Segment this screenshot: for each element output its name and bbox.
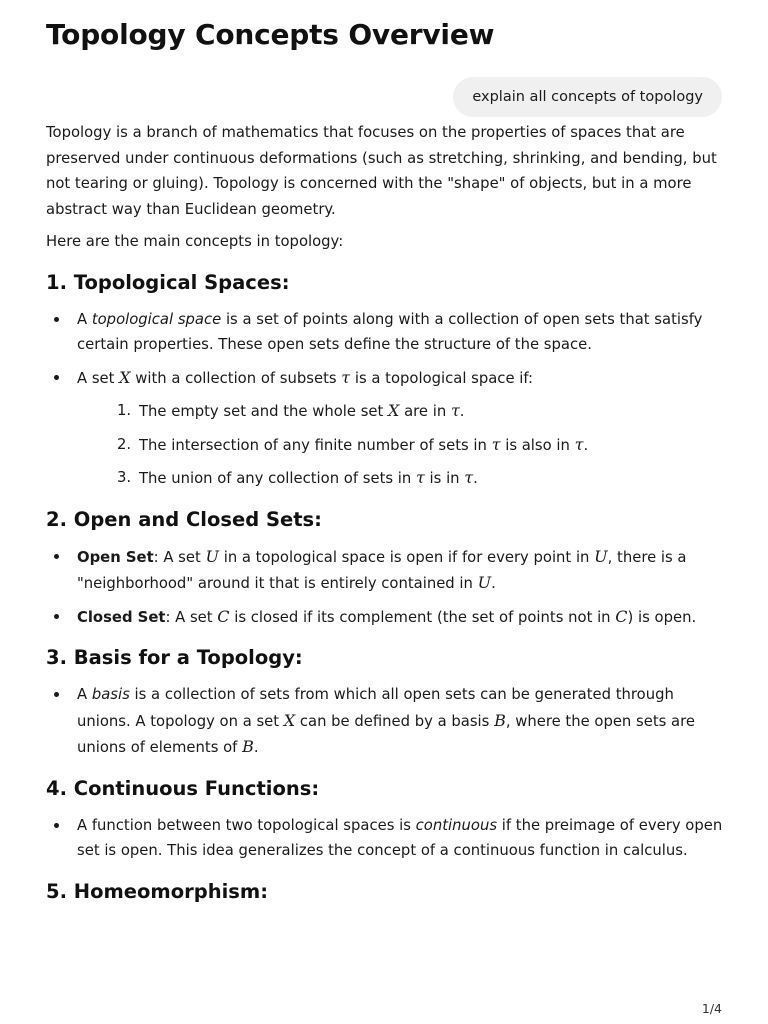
section-heading-topological-spaces: 1. Topological Spaces: (46, 270, 290, 294)
text: is a topological space if: (350, 369, 534, 387)
text: . (491, 575, 496, 592)
section-heading-continuous-functions: 4. Continuous Functions: (46, 776, 320, 800)
section-heading-basis: 3. Basis for a Topology: (46, 646, 303, 669)
list-item (46, 307, 726, 358)
text: is a collection of sets from which all open sets can be generated through unions. A topology on a set (77, 686, 674, 730)
text: with a collection of subsets (130, 369, 342, 387)
math-symbol: τ (341, 367, 351, 387)
math-symbol: X (283, 710, 296, 730)
math-symbol: C (217, 606, 230, 626)
text: A (77, 686, 92, 703)
intro-paragraph: Topology is a branch of mathematics that focuses on the properties of spaces that are preserved under continuous deformations (such as stretching, shrinking, and bending, but not tearing or gluing). Topology is concerned with the "shape" of objects, but in a more abstract way than Euclidean geometry. (46, 124, 717, 218)
math-symbol: X (388, 401, 400, 420)
page-title: Topology Concepts Overview (46, 18, 495, 51)
text: A (77, 310, 92, 328)
text: . (583, 436, 589, 454)
text: . (253, 739, 259, 756)
section-heading-homeomorphism: 5. Homeomorphism: (46, 879, 269, 903)
item-number: 3. (117, 469, 132, 486)
text: : A set (165, 608, 218, 626)
term-label: Open Set (77, 548, 154, 566)
bullet-list (46, 813, 726, 864)
text: , there is a "neighborhood" around it that is entirely contained in (77, 548, 687, 592)
text: in a topological space is open if for every point in (219, 548, 595, 566)
user-prompt-bubble: explain all concepts of topology (453, 77, 722, 117)
math-symbol: U (205, 546, 219, 566)
math-symbol: τ (491, 434, 501, 454)
lead-paragraph: Here are the main concepts in topology: (46, 233, 344, 250)
response-content (46, 120, 726, 907)
bullet-list (46, 682, 726, 761)
text: are in (399, 403, 451, 420)
page-number: 1/4 (701, 1001, 722, 1016)
math-symbol: U (594, 546, 608, 566)
text: The empty set and the whole set (139, 403, 389, 420)
text: : A set (153, 548, 206, 566)
bullet-list (46, 307, 726, 492)
math-symbol: τ (574, 434, 584, 454)
item-number: 1. (117, 402, 132, 419)
text: . (473, 470, 478, 487)
math-symbol: B (242, 737, 254, 756)
text: The intersection of any finite number of sets in (139, 436, 492, 454)
text: . (459, 403, 465, 420)
text: if the preimage of every open set is open. This idea generalizes the concept of a continuous function in calculus. (77, 816, 723, 859)
text: A function between two topological spaces is (77, 816, 416, 834)
math-symbol: τ (415, 468, 425, 487)
list-item (77, 465, 726, 492)
math-symbol: B (494, 710, 506, 730)
list-item (46, 682, 726, 761)
list-item (46, 365, 726, 492)
list-item (46, 813, 726, 864)
list-item (77, 432, 726, 459)
text: is closed if its complement (the set of points not in (229, 608, 616, 626)
list-item (46, 604, 726, 631)
text: , where the open sets are unions of elements of (77, 712, 695, 756)
text: can be defined by a basis (295, 712, 495, 730)
numbered-list (77, 398, 726, 492)
text: is a set of points along with a collection of open sets that satisfy certain properties. These open sets define the structure of the space. (77, 310, 703, 353)
term-label: Closed Set (77, 608, 166, 626)
text: is also in (500, 436, 575, 454)
list-item (46, 544, 726, 597)
text: is in (424, 470, 465, 487)
emphasis-term: topological space (91, 310, 222, 328)
bullet-list (46, 544, 726, 631)
emphasis-term: continuous (415, 816, 498, 834)
math-symbol: τ (464, 468, 474, 487)
text: A set (77, 369, 120, 387)
emphasis-term: basis (91, 686, 130, 703)
item-number: 2. (117, 435, 132, 453)
math-symbol: X (119, 367, 131, 387)
math-symbol: U (477, 573, 492, 592)
math-symbol: C (615, 606, 628, 626)
text: ) is open. (627, 608, 697, 626)
section-heading-open-closed-sets: 2. Open and Closed Sets: (46, 507, 322, 531)
text: The union of any collection of sets in (139, 470, 416, 487)
math-symbol: τ (450, 401, 460, 420)
list-item (77, 398, 726, 425)
